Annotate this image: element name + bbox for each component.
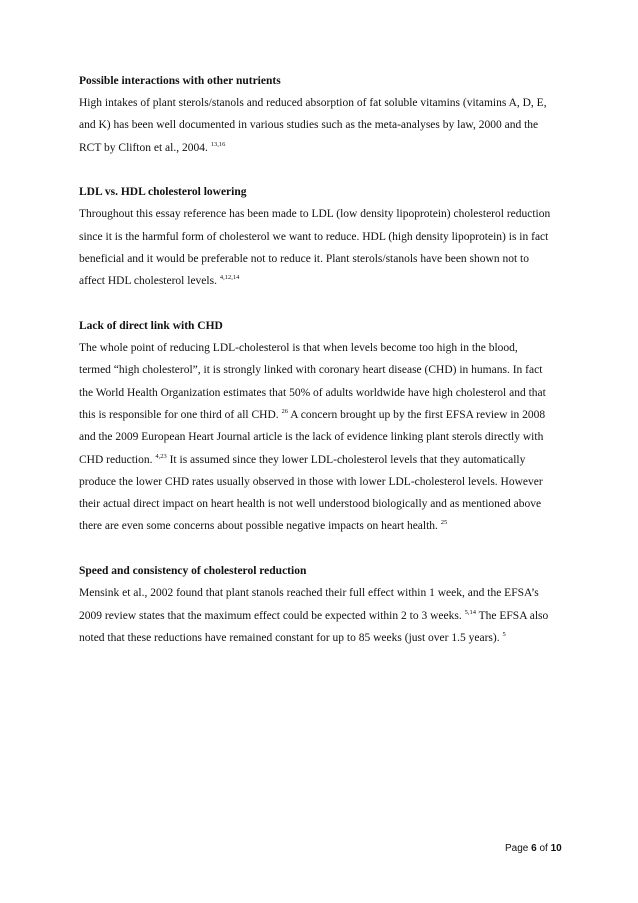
line-text: beneficial and it would be preferable not to reduce it. Plant sterols/stanols have been shown not to: [79, 252, 529, 265]
document-body: [79, 70, 571, 672]
line-text: termed “high cholesterol”, it is strongly linked with coronary heart disease (CHD) in humans. In fact: [79, 364, 543, 377]
citation-superscript: 25: [440, 519, 448, 527]
line-text: Throughout this essay reference has been made to LDL (low density lipoprotein) cholesterol reduction: [79, 208, 551, 221]
section: [79, 181, 571, 292]
citation-superscript: 13,16: [210, 140, 226, 148]
paragraph-line: [79, 493, 571, 515]
section: [79, 315, 571, 538]
line-text: the World Health Organization estimates that 50% of adults worldwide have high cholesterol and that: [79, 386, 546, 399]
citation-superscript: 26: [281, 408, 289, 416]
paragraph-line: [79, 515, 571, 537]
page-footer: [505, 843, 562, 854]
line-text: since it is the harmful form of cholesterol we want to reduce. HDL (high density lipoprotein) is in fact: [79, 230, 549, 243]
citation-superscript: 5: [502, 631, 506, 639]
line-text: produce the lower CHD rates usually observed in those with lower LDL-cholesterol levels. However: [79, 475, 543, 488]
paragraph-line: [79, 449, 571, 471]
paragraph-line: [79, 114, 571, 136]
section-heading: Lack of direct link with CHD: [79, 320, 223, 333]
section: [79, 70, 571, 159]
section-heading: LDL vs. HDL cholesterol lowering: [79, 186, 247, 199]
section-paragraph: [79, 92, 571, 159]
line-text: High intakes of plant sterols/stanols and reduced absorption of fat soluble vitamins (vitamins A, D, E,: [79, 97, 547, 109]
paragraph-line: [79, 270, 571, 292]
line-text: their actual direct impact on heart health is not well understood biologically and as mentioned above: [79, 498, 542, 511]
paragraph-line: [79, 226, 571, 248]
line-text: CHD reduction.: [79, 453, 153, 466]
current-page-number: 6: [531, 843, 537, 854]
section-heading: Speed and consistency of cholesterol reduction: [79, 565, 307, 578]
citation-superscript: 5,14: [464, 608, 476, 616]
citation-superscript: 4,23: [155, 452, 167, 460]
paragraph-line: [79, 582, 571, 604]
section-heading: Possible interactions with other nutrients: [79, 75, 281, 87]
paragraph-line: [79, 471, 571, 493]
line-text: there are even some concerns about possible negative impacts on heart health.: [79, 520, 438, 533]
paragraph-line: [79, 605, 571, 627]
page-label: Page: [505, 843, 529, 854]
line-text: and K) has been well documented in various studies such as the meta-analyses by law, 2000 and the: [79, 119, 539, 132]
section-paragraph: [79, 582, 571, 649]
paragraph-line: [79, 382, 571, 404]
line-text-continued: A concern brought up by the first EFSA review in 2008: [290, 408, 546, 421]
line-text: RCT by Clifton et al., 2004.: [79, 141, 208, 154]
line-text-continued: It is assumed since they lower LDL-cholesterol levels that they automatically: [169, 453, 526, 466]
line-text: Mensink et al., 2002 found that plant stanols reached their full effect within 1 week, and the EFSA’s: [79, 587, 539, 600]
line-text: The whole point of reducing LDL-cholesterol is that when levels become too high in the blood,: [79, 342, 518, 355]
total-pages-number: 10: [550, 843, 562, 854]
line-text: 2009 review states that the maximum effect could be expected within 2 to 3 weeks.: [79, 609, 462, 622]
line-text: affect HDL cholesterol levels.: [79, 275, 217, 288]
paragraph-line: [79, 92, 571, 114]
citation-superscript: 4,12,14: [219, 274, 240, 282]
line-text: this is responsible for one third of all CHD.: [79, 408, 279, 421]
paragraph-line: [79, 359, 571, 381]
paragraph-line: [79, 137, 571, 159]
line-text-continued: The EFSA also: [478, 609, 549, 622]
section: [79, 560, 571, 649]
line-text: noted that these reductions have remained constant for up to 85 weeks (just over 1.5 years).: [79, 631, 500, 644]
of-label: of: [539, 843, 548, 854]
paragraph-line: [79, 404, 571, 426]
paragraph-line: [79, 337, 571, 359]
section-paragraph: [79, 337, 571, 538]
line-text: and the 2009 European Heart Journal article is the lack of evidence linking plant sterols directly with: [79, 431, 544, 444]
paragraph-line: [79, 627, 571, 649]
section-paragraph: [79, 203, 571, 292]
paragraph-line: [79, 203, 571, 225]
paragraph-line: [79, 426, 571, 448]
paragraph-line: [79, 248, 571, 270]
